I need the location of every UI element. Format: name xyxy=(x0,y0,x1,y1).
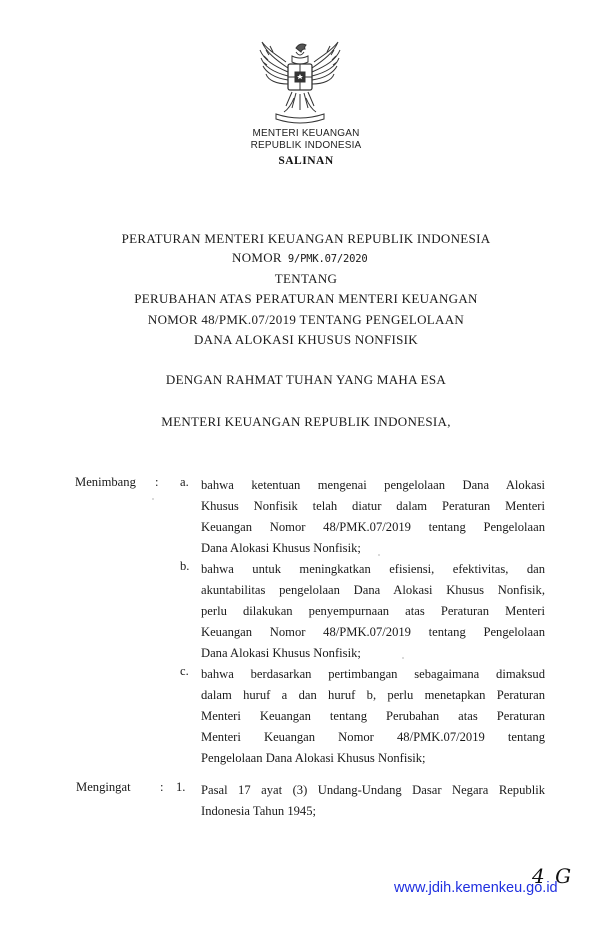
item-marker: 1. xyxy=(176,780,186,794)
item-marker: c. xyxy=(180,664,189,678)
body-line: Pengelolaan Dana Alokasi Khusus Nonfisik; xyxy=(201,751,426,765)
item-marker: a. xyxy=(180,475,189,489)
scan-speck xyxy=(402,657,404,659)
body-line: Menteri Keuangan Nomor 48/PMK.07/2019 tentang xyxy=(201,730,545,744)
copy-label: SALINAN xyxy=(278,155,334,167)
body-line: bahwa berdasarkan pertimbangan sebagaimana dimaksud xyxy=(201,667,545,681)
body-line: Menteri Keuangan tentang Perubahan atas Peraturan xyxy=(201,709,545,723)
regulation-title: PERATURAN MENTERI KEUANGAN REPUBLIK INDONESIA xyxy=(121,231,491,246)
menimbang-label: Menimbang xyxy=(75,475,136,489)
body-line: bahwa untuk meningkatkan efisiensi, efektivitas, dan xyxy=(201,562,545,576)
item-body xyxy=(201,559,545,664)
body-line: Dana Alokasi Khusus Nonfisik; xyxy=(201,541,361,555)
invocation: DENGAN RAHMAT TUHAN YANG MAHA ESA xyxy=(165,372,447,387)
body-line: dalam huruf a dan huruf b, perlu menetapkan Peraturan xyxy=(201,688,545,702)
mengingat-label: Mengingat xyxy=(76,780,131,794)
scan-speck xyxy=(152,498,154,500)
institution-line-1: MENTERI KEUANGAN xyxy=(252,128,360,139)
item-marker: b. xyxy=(180,559,190,573)
menimbang-colon: : xyxy=(155,475,159,489)
body-line: Keuangan Nomor 48/PMK.07/2019 tentang Pengelolaan xyxy=(201,520,545,534)
item-body xyxy=(201,475,545,559)
nomor-value: 9/PMK.07/2020 xyxy=(287,253,368,265)
body-line: Khusus Nonfisik telah diatur dalam Peraturan Menteri xyxy=(201,499,545,513)
authority-line: MENTERI KEUANGAN REPUBLIK INDONESIA, xyxy=(161,414,451,429)
garuda-emblem-icon xyxy=(258,38,342,124)
subject-line-1: PERUBAHAN ATAS PERATURAN MENTERI KEUANGAN xyxy=(134,291,478,306)
item-body xyxy=(201,780,545,822)
paraf-initials: 4 G xyxy=(532,864,574,888)
subject-line-3: DANA ALOKASI KHUSUS NONFISIK xyxy=(193,332,418,347)
institution-line-2: REPUBLIK INDONESIA xyxy=(250,140,362,151)
body-line: Indonesia Tahun 1945; xyxy=(201,804,317,818)
nomor-label: NOMOR xyxy=(232,250,282,265)
item-body xyxy=(201,664,545,769)
body-line: akuntabilitas pengelolaan Dana Alokasi Khusus Nonfisik, xyxy=(201,583,545,597)
body-line: Pasal 17 ayat (3) Undang-Undang Dasar Negara Republik xyxy=(201,783,545,797)
regulation-number xyxy=(232,250,368,266)
body-line: perlu dilakukan penyempurnaan atas Peraturan Menteri xyxy=(201,604,545,618)
body-line: Keuangan Nomor 48/PMK.07/2019 tentang Pengelolaan xyxy=(201,625,545,639)
mengingat-colon: : xyxy=(160,780,164,794)
scan-speck xyxy=(378,554,380,556)
body-line: bahwa ketentuan mengenai pengelolaan Dana Alokasi xyxy=(201,478,545,492)
tentang-label: TENTANG xyxy=(274,271,338,286)
subject-line-2: NOMOR 48/PMK.07/2019 TENTANG PENGELOLAAN xyxy=(147,312,465,327)
body-line: Dana Alokasi Khusus Nonfisik; xyxy=(201,646,361,660)
jdih-website-link[interactable]: www.jdih.kemenkeu.go.id xyxy=(394,880,558,896)
